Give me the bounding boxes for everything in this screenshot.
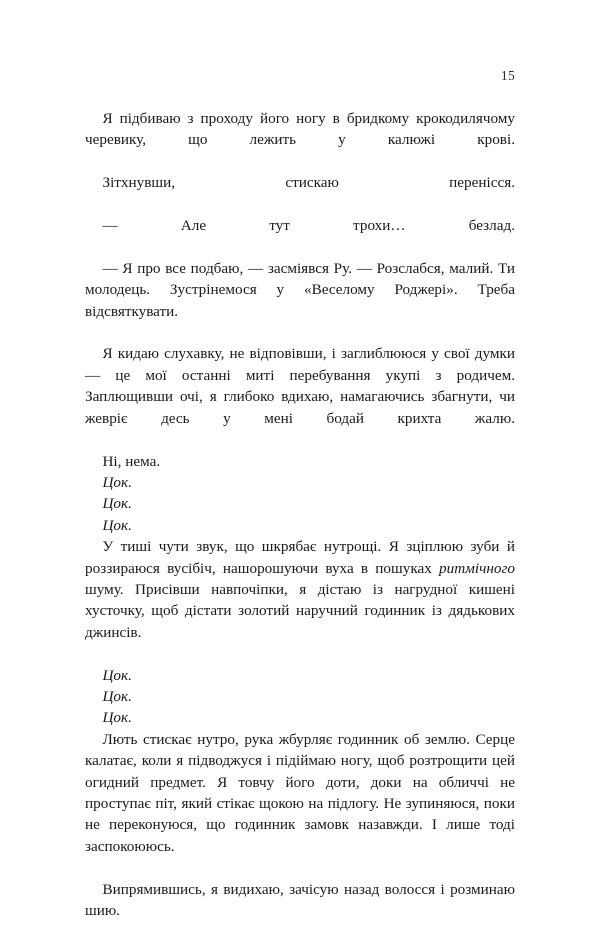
short-line: Ні, нема. bbox=[102, 452, 161, 470]
dialogue-line: — Я про все подбаю, — засміявся Ру. — Розслабся, малий. Ти молодець. Зустрінемося у «Веселому Роджері». Треба відсвяткувати. bbox=[85, 259, 515, 320]
paragraph: Я кидаю слухавку, не відповівши, і заглиблююся у свої думки — це мої останні миті перебування укупі з родичем. Заплющивши очі, я глибоко вдихаю, намагаючись збагнути, чи жевріє десь у мені бодай крихта жалю. bbox=[85, 345, 515, 427]
onomatopoeia-line: Цок. bbox=[102, 709, 132, 727]
text-run: шуму. Присівши навпочіпки, я дістаю із нагрудної кишені хусточку, щоб дістати золотий наручний годинник із дядькових джинсів. bbox=[85, 580, 515, 641]
onomatopoeia-line: Цок. bbox=[102, 495, 132, 513]
paragraph: Лють стискає нутро, рука жбурляє годинник об землю. Серце калатає, коли я підводжуся і підіймаю ногу, щоб розтрощити цей огидний предмет. Я товчу його доти, доки на обличчі не проступає піт, який стікає щокою на підлогу. Не зупиняюся, поки не переконуюся, що годинник замовк назавжди. І лише тоді заспокоююсь. bbox=[85, 730, 515, 855]
paragraph: Випрямившись, я видихаю, зачісую назад волосся і розминаю шию. bbox=[85, 880, 515, 920]
onomatopoeia-line: Цок. bbox=[102, 666, 132, 684]
onomatopoeia-line: Цок. bbox=[102, 473, 132, 491]
page-number: 15 bbox=[500, 68, 515, 83]
body-text-block bbox=[85, 108, 515, 943]
paragraph: Я підбиваю з проходу його ногу в бридкому крокодилячому черевику, що лежить у калюжі крові. bbox=[85, 110, 515, 149]
text-run: У тиші чути звук, що шкрябає нутрощі. Я зціплюю зуби й роззираюся вусібіч, нашорошуючи вуха в пошуках bbox=[85, 538, 515, 577]
paragraph: Зітхнувши, стискаю перенісся. bbox=[102, 174, 515, 192]
onomatopoeia-line: Цок. bbox=[102, 516, 132, 534]
emphasis-run: ритмічного bbox=[439, 559, 515, 577]
paragraph-with-emphasis bbox=[85, 536, 515, 664]
dialogue-line: — Але тут трохи… безлад. bbox=[102, 217, 515, 235]
onomatopoeia-line: Цок. bbox=[102, 687, 132, 705]
